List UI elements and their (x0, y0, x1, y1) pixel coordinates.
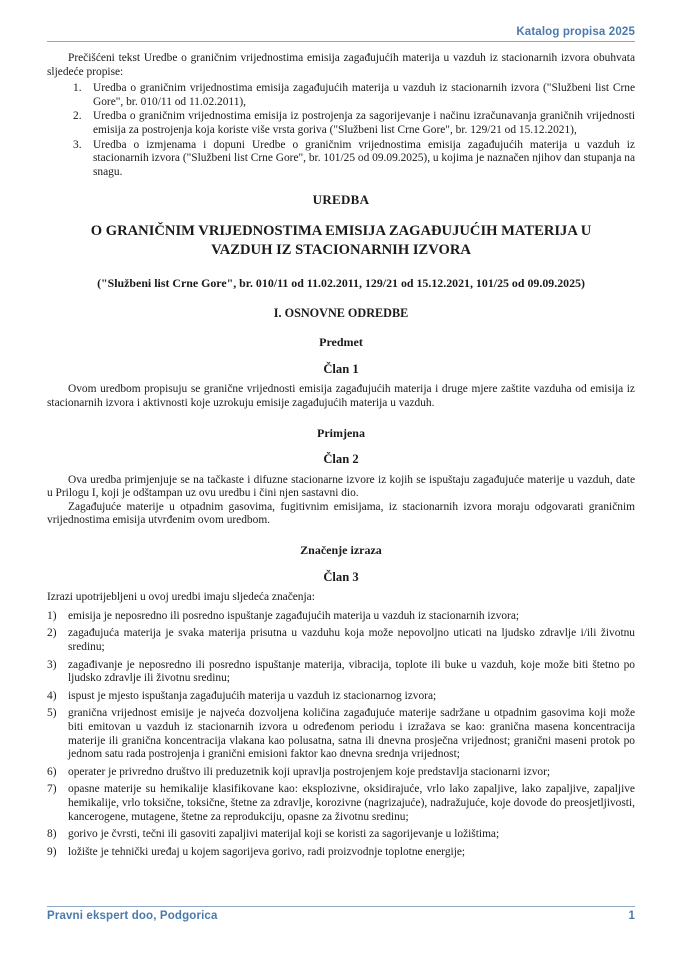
document-kind-heading: UREDBA (312, 192, 370, 208)
list-item-text: Uredba o graničnim vrijednostima emisija iz postrojenja za sagorijevanje i načinu izračunavanja graničnih vrijednosti emisija za postrojenja koja koriste više vrsta goriva ("Službeni list Crne Gore", br. 129/21 od 15.12.2021), (93, 110, 635, 136)
list-item-text: Uredba o graničnim vrijednostima emisija zagađujućih materija u vazduh iz stacionarnih izvora ("Službeni list Crne Gore", br. 010/11 od 11.02.2011), (93, 82, 635, 108)
list-marker: 2. (73, 110, 82, 123)
page-footer (47, 906, 635, 928)
list-item-text: Uredba o izmjenama i dopuni Uredbe o graničnim vrijednostima emisija zagađujućih materija u vazduh iz stacionarnih izvora ("Službeni list Crne Gore", br. 101/25 od 09.09.2025), u kojima je naznačen njihov dan stupanja na snagu. (93, 138, 635, 178)
footer-rule (47, 906, 635, 907)
definition-text: ispust je mjesto ispuštanja zagađujućih materija u vazduh iz stacionarnog izvora; (68, 689, 437, 702)
gazette-reference: ("Službeni list Crne Gore", br. 010/11 od 11.02.2011, 129/21 od 15.12.2021, 101/25 od 09.09.2025) (97, 275, 585, 290)
definition-text: ložište je tehnički uređaj u kojem sagorijeva gorivo, radi proizvodnje toplotne energije; (68, 845, 466, 858)
document-body (47, 52, 635, 863)
article-2-body-2: Zagađujuće materije u otpadnim gasovima, fugitivnim emisijama, iz stacionarnih izvora moraju odgovarati graničnim vrijednostima emisija utvrđenim ovom uredbom. (47, 500, 635, 527)
footer-publisher: Pravni ekspert doo, Podgorica (47, 910, 218, 922)
document-title: O GRANIČNIM VRIJEDNOSTIMA EMISIJA ZAGAĐUJUĆIH MATERIJA U VAZDUH IZ STACIONARNIH IZVORA (90, 222, 592, 258)
article-3-subheading: Značenje izraza (300, 543, 382, 558)
definition-item (47, 846, 635, 860)
section-heading: I. OSNOVNE ODREDBE (273, 305, 409, 320)
definition-marker: 5) (47, 707, 57, 720)
definition-item (47, 828, 635, 842)
page-header (47, 26, 635, 48)
list-item (47, 110, 635, 137)
definition-marker: 2) (47, 627, 57, 640)
definition-item (47, 707, 635, 761)
article-2-subheading: Primjena (317, 425, 365, 440)
list-marker: 1. (73, 82, 82, 95)
definition-item (47, 690, 635, 704)
regulation-source-list (47, 82, 635, 179)
article-2-label: Član 2 (323, 452, 359, 467)
definition-text: zagađivanje je neposredno ili posredno ispuštanje materija, vibracija, toplote ili buke u vazduh, koje može biti štetno po ljudsko zdravlje ili životnu sredinu; (68, 658, 635, 685)
article-1-label: Član 1 (323, 361, 359, 376)
list-item (47, 82, 635, 109)
definition-item (47, 610, 635, 624)
intro-paragraph: Prečišćeni tekst Uredbe o graničnim vrijednostima emisija zagađujućih materija u vazduh iz stacionarnih izvora obuhvata sljedeće propise: (47, 52, 635, 78)
definition-marker: 4) (47, 689, 57, 702)
definition-text: zagađujuća materija je svaka materija prisutna u vazduhu koja može nepovoljno uticati na ljudsko zdravlje i/ili životnu sredinu; (68, 627, 635, 654)
definition-text: emisija je neposredno ili posredno ispuštanje zagađujućih materija u vazduh iz stacionarnih izvora; (68, 609, 520, 622)
definition-marker: 6) (47, 765, 57, 778)
article-3-intro: Izrazi upotrijebljeni u ovoj uredbi imaju sljedeća značenja: (47, 591, 315, 604)
definition-text: gorivo je čvrsti, tečni ili gasoviti zapaljivi materijal koji se koristi za sagorijevanje u ložištima; (68, 828, 500, 841)
article-1-subheading: Predmet (319, 335, 363, 350)
definition-item (47, 627, 635, 654)
definition-marker: 1) (47, 609, 57, 622)
definition-item (47, 766, 635, 780)
header-rule (47, 41, 635, 42)
article-2-body-1: Ova uredba primjenjuje se na tačkaste i difuzne stacionarne izvore iz kojih se ispuštaju zagađujuće materije u vazduh, date u Prilogu I, koji je odštampan uz ovu uredbu i čini njen sastavni dio. (47, 473, 635, 500)
list-marker: 3. (73, 138, 82, 151)
definition-item (47, 659, 635, 686)
article-3-label: Član 3 (323, 569, 359, 584)
article-1-body: Ovom uredbom propisuju se granične vrijednosti emisija zagađujućih materija i druge mjere zaštite vazduha od emisija iz stacionarnih izvora i aktivnosti koje uzrokuju emisije zagađujućih materija u vazduh. (47, 383, 635, 409)
definitions-list (47, 610, 635, 860)
list-item (47, 139, 635, 180)
definition-text: granična vrijednost emisije je najveća dozvoljena količina zagađujuće materije sadržane u otpadnim gasovima koji može biti emitovan u vazduh iz stacionarnih izvora u određenom periodu i izražava se kao: granična masena koncentracija materije ili granična koncentracija vlakana kao polusatna, satna ili dnevna prosječna vrijednost; granični maseni protok po jednom satu rada postrojenja i granični emisioni faktor kao dnevna srednja vrijednost; (68, 707, 635, 761)
definition-text: opasne materije su hemikalije klasifikovane kao: eksplozivne, oksidirajuće, vrlo lako zapaljive, lako zapaljive, zapaljive hemikalije, vrlo toksične, toksične, štetne za zdravlje, korozivne (nagrizajuće), nadražujuće, koje dovode do preosjetljivosti, kancerogene, mutagene, štetne za reprodukciju, opasne za životnu sredinu; (68, 783, 635, 823)
definition-marker: 8) (47, 828, 57, 841)
definition-marker: 7) (47, 783, 57, 796)
header-title: Katalog propisa 2025 (516, 26, 635, 38)
definition-text: operater je privredno društvo ili preduzetnik koji upravlja postrojenjem koje predstavlja stacionarni izvor; (68, 765, 551, 778)
definition-marker: 3) (47, 658, 57, 671)
definition-item (47, 783, 635, 824)
footer-page-number: 1 (628, 910, 635, 922)
definition-marker: 9) (47, 845, 57, 858)
